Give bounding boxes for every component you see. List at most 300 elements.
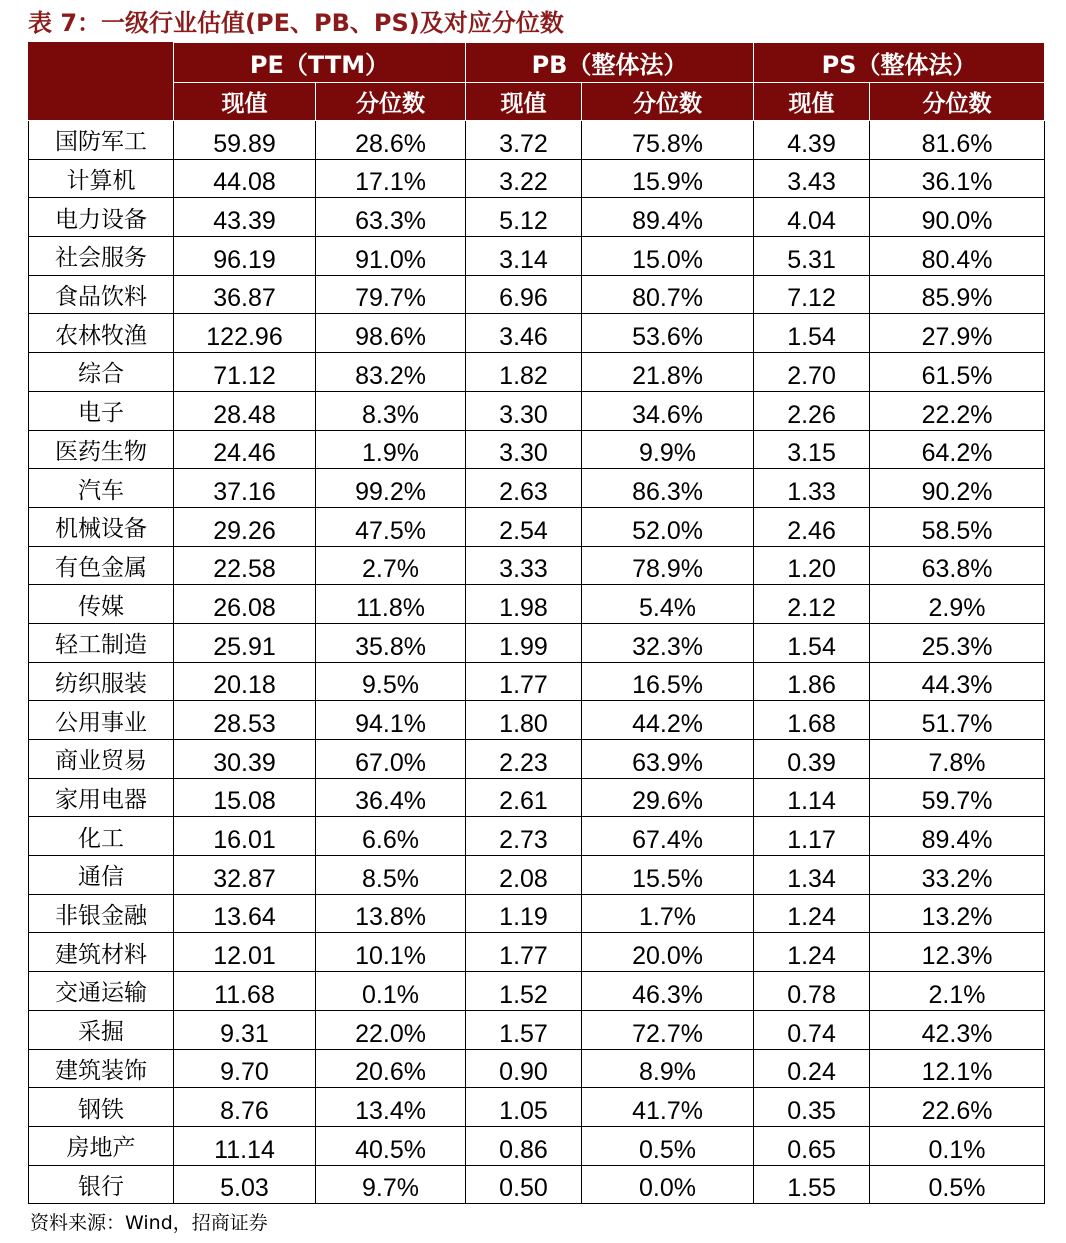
pb-percentile-value: 75.8% <box>632 129 703 158</box>
valuation-table <box>28 42 1045 1204</box>
pb-percentile-cell <box>582 856 754 895</box>
pe-current-value: 43.39 <box>213 207 276 236</box>
table-row <box>29 237 1045 276</box>
pe-current-value: 96.19 <box>213 245 276 274</box>
table-row <box>29 701 1045 740</box>
pb-current-cell <box>466 469 582 508</box>
pe-current-cell <box>174 701 316 740</box>
ps-current-value: 5.31 <box>787 245 836 274</box>
pe-current-cell <box>174 121 316 160</box>
pe-percentile-value: 91.0% <box>355 245 426 274</box>
industry-name-cell: 综合 <box>29 353 174 392</box>
ps-percentile-value: 42.3% <box>921 1019 993 1048</box>
pb-current-value: 2.23 <box>499 748 548 777</box>
pb-current-cell <box>466 391 582 430</box>
industry-name-cell: 机械设备 <box>29 507 174 546</box>
pe-percentile-cell <box>316 121 466 160</box>
ps-percentile-value: 33.2% <box>921 864 993 893</box>
table-row <box>29 469 1045 508</box>
ps-percentile-value: 25.3% <box>921 632 993 661</box>
ps-current-value: 3.15 <box>787 439 836 468</box>
pe-percentile-value: 98.6% <box>355 323 426 352</box>
pb-percentile-value: 67.4% <box>632 826 703 855</box>
pb-percentile-cell <box>582 507 754 546</box>
pb-percentile-cell <box>582 817 754 856</box>
pb-current-value: 2.08 <box>499 864 548 893</box>
ps-current-value: 0.74 <box>787 1019 836 1048</box>
pb-percentile-value: 78.9% <box>632 555 703 584</box>
pb-percentile-value: 52.0% <box>632 516 703 545</box>
ps-current-cell <box>754 894 870 933</box>
pb-current-value: 1.98 <box>499 593 548 622</box>
pb-percentile-cell <box>582 740 754 779</box>
pb-percentile-value: 80.7% <box>632 284 703 313</box>
pe-percentile-cell <box>316 507 466 546</box>
ps-percentile-cell <box>870 933 1045 972</box>
table-row <box>29 817 1045 856</box>
pe-percentile-cell <box>316 314 466 353</box>
pb-current-cell <box>466 623 582 662</box>
table-row <box>29 121 1045 160</box>
pb-current-value: 0.86 <box>499 1135 548 1164</box>
pe-percentile-cell <box>316 430 466 469</box>
ps-percentile-value: 0.5% <box>928 1174 986 1203</box>
industry-name-cell: 有色金属 <box>29 546 174 585</box>
pe-percentile-value: 99.2% <box>355 477 426 506</box>
pe-current-value: 32.87 <box>213 864 276 893</box>
pe-current-value: 9.31 <box>220 1019 269 1048</box>
pe-percentile-value: 0.1% <box>362 980 419 1009</box>
pe-percentile-value: 79.7% <box>355 284 426 313</box>
pb-percentile-cell <box>582 275 754 314</box>
pe-percentile-cell <box>316 778 466 817</box>
ps-percentile-value: 59.7% <box>921 787 993 816</box>
ps-percentile-value: 27.9% <box>921 323 993 352</box>
ps-current-value: 0.78 <box>787 980 836 1009</box>
ps-percentile-cell <box>870 856 1045 895</box>
ps-percentile-cell <box>870 159 1045 198</box>
industry-name-cell: 非银金融 <box>29 894 174 933</box>
pe-current-cell <box>174 237 316 276</box>
pe-percentile-cell <box>316 1088 466 1127</box>
pb-current-value: 3.30 <box>499 439 548 468</box>
pb-current-value: 3.30 <box>499 400 548 429</box>
pe-current-cell <box>174 507 316 546</box>
pb-percentile-value: 5.4% <box>639 593 697 622</box>
pe-current-value: 25.91 <box>213 632 276 661</box>
industry-name-cell: 交通运输 <box>29 972 174 1011</box>
ps-current-cell <box>754 1010 870 1049</box>
pe-current-value: 44.08 <box>213 168 276 197</box>
pb-current-cell <box>466 778 582 817</box>
pb-current-value: 1.77 <box>499 671 548 700</box>
ps-current-cell <box>754 469 870 508</box>
pb-percentile-cell <box>582 894 754 933</box>
pb-percentile-cell <box>582 237 754 276</box>
pb-percentile-value: 15.5% <box>632 864 703 893</box>
pb-percentile-cell <box>582 972 754 1011</box>
pe-current-value: 28.53 <box>213 710 276 738</box>
pb-percentile-value: 34.6% <box>632 400 703 429</box>
pb-percentile-cell <box>582 623 754 662</box>
pe-percentile-cell <box>316 469 466 508</box>
pb-percentile-cell <box>582 198 754 237</box>
pb-percentile-cell <box>582 430 754 469</box>
pb-percentile-cell <box>582 121 754 160</box>
ps-percentile-cell <box>870 972 1045 1011</box>
pb-percentile-cell <box>582 314 754 353</box>
pb-current-cell <box>466 972 582 1011</box>
pe-current-cell <box>174 585 316 624</box>
industry-name-cell: 汽车 <box>29 469 174 508</box>
table-row <box>29 933 1045 972</box>
pb-percentile-cell <box>582 701 754 740</box>
pb-percentile-value: 15.9% <box>632 168 703 197</box>
pe-percentile-value: 47.5% <box>355 516 426 545</box>
ps-current-value: 3.43 <box>787 168 836 197</box>
ps-current-cell <box>754 121 870 160</box>
industry-name-cell: 纺织服装 <box>29 662 174 701</box>
pb-percentile-cell <box>582 353 754 392</box>
pe-percentile-cell <box>316 701 466 740</box>
pe-current-cell <box>174 933 316 972</box>
pe-percentile-value: 17.1% <box>355 168 426 197</box>
pb-current-cell <box>466 1126 582 1165</box>
pb-percentile-cell <box>582 933 754 972</box>
pe-percentile-cell <box>316 1049 466 1088</box>
pe-current-value: 22.58 <box>213 555 276 584</box>
pb-current-value: 1.77 <box>499 942 548 971</box>
ps-current-cell <box>754 353 870 392</box>
pb-percentile-value: 16.5% <box>632 671 703 700</box>
ps-percentile-value: 22.6% <box>921 1096 993 1125</box>
industry-name-cell: 房地产 <box>29 1126 174 1165</box>
ps-current-value: 1.24 <box>787 942 836 971</box>
table-row <box>29 1010 1045 1049</box>
pb-current-value: 1.99 <box>499 632 548 661</box>
pe-current-cell <box>174 159 316 198</box>
industry-name-cell: 计算机 <box>29 159 174 198</box>
pb-percentile-cell <box>582 1049 754 1088</box>
ps-percentile-cell <box>870 121 1045 160</box>
pb-percentile-cell <box>582 1010 754 1049</box>
ps-current-cell <box>754 275 870 314</box>
pe-percentile-cell <box>316 1126 466 1165</box>
pb-current-value: 1.19 <box>499 903 548 932</box>
pb-current-cell <box>466 701 582 740</box>
ps-current-cell <box>754 546 870 585</box>
industry-name-cell: 通信 <box>29 856 174 895</box>
pe-current-cell <box>174 198 316 237</box>
ps-current-value: 0.24 <box>787 1058 836 1087</box>
pe-percentile-value: 35.8% <box>355 632 426 661</box>
ps-percentile-cell <box>870 430 1045 469</box>
ps-current-cell <box>754 391 870 430</box>
ps-percentile-cell <box>870 817 1045 856</box>
table-row <box>29 198 1045 237</box>
pb-current-value: 2.63 <box>499 477 548 506</box>
industry-name-cell: 采掘 <box>29 1010 174 1049</box>
industry-name-cell: 化工 <box>29 817 174 856</box>
pb-current-value: 0.90 <box>499 1058 548 1087</box>
pe-current-cell <box>174 894 316 933</box>
pe-percentile-value: 2.7% <box>362 555 419 584</box>
pe-percentile-cell <box>316 933 466 972</box>
ps-current-cell <box>754 237 870 276</box>
ps-percentile-cell <box>870 275 1045 314</box>
pb-current-cell <box>466 430 582 469</box>
pe-current-cell <box>174 778 316 817</box>
pe-current-value: 5.03 <box>220 1174 269 1203</box>
ps-percentile-value: 12.1% <box>921 1058 993 1087</box>
pb-percentile-value: 89.4% <box>632 207 703 236</box>
table-body <box>29 121 1045 1204</box>
pe-current-value: 28.48 <box>213 400 276 429</box>
pb-percentile-cell <box>582 469 754 508</box>
ps-percentile-value: 2.1% <box>928 980 986 1009</box>
pe-percentile-value: 36.4% <box>355 787 426 816</box>
pe-percentile-cell <box>316 237 466 276</box>
ps-current-cell <box>754 507 870 546</box>
pe-percentile-value: 28.6% <box>355 129 426 158</box>
pb-current-cell <box>466 198 582 237</box>
pe-percentile-cell <box>316 894 466 933</box>
pb-current-cell <box>466 1088 582 1127</box>
pe-current-cell <box>174 817 316 856</box>
pb-current-value: 1.52 <box>499 980 548 1009</box>
ps-current-cell <box>754 1126 870 1165</box>
pb-current-cell <box>466 121 582 160</box>
pe-current-cell <box>174 740 316 779</box>
ps-percentile-value: 51.7% <box>921 710 993 738</box>
ps-percentile-cell <box>870 391 1045 430</box>
pb-current-value: 1.05 <box>499 1096 548 1125</box>
source-note: 资料来源：Wind，招商证券 <box>30 1212 268 1234</box>
pe-percentile-value: 8.5% <box>362 864 419 893</box>
ps-percentile-cell <box>870 778 1045 817</box>
table-title: 表 7：一级行业估值(PE、PB、PS)及对应分位数 <box>28 9 564 37</box>
ps-current-value: 1.33 <box>787 477 836 506</box>
pb-percentile-value: 72.7% <box>632 1019 703 1048</box>
ps-percentile-cell <box>870 198 1045 237</box>
ps-current-cell <box>754 623 870 662</box>
table-row <box>29 972 1045 1011</box>
ps-current-cell <box>754 1165 870 1204</box>
pb-current-cell <box>466 817 582 856</box>
pe-current-value: 36.87 <box>213 284 276 313</box>
pe-current-cell <box>174 856 316 895</box>
pe-percentile-cell <box>316 856 466 895</box>
pb-current-cell <box>466 275 582 314</box>
industry-name-cell: 食品饮料 <box>29 275 174 314</box>
ps-current-value: 7.12 <box>787 284 836 313</box>
pb-current-value: 2.54 <box>499 516 548 545</box>
ps-percentile-value: 58.5% <box>921 516 993 545</box>
pe-current-value: 29.26 <box>213 516 276 545</box>
ps-current-value: 2.70 <box>787 361 836 390</box>
pe-current-cell <box>174 469 316 508</box>
pe-current-value: 26.08 <box>213 593 276 622</box>
pe-percentile-value: 94.1% <box>355 710 426 738</box>
pe-percentile-value: 22.0% <box>355 1019 426 1048</box>
pb-percentile-value: 1.7% <box>639 903 697 932</box>
pe-percentile-value: 10.1% <box>355 942 426 971</box>
ps-percentile-value: 0.1% <box>928 1135 986 1164</box>
pb-percentile-cell <box>582 159 754 198</box>
pb-current-value: 0.50 <box>499 1174 548 1203</box>
ps-percentile-value: 44.3% <box>921 671 993 700</box>
pb-percentile-value: 41.7% <box>632 1096 703 1125</box>
pe-percentile-cell <box>316 662 466 701</box>
ps-current-cell <box>754 314 870 353</box>
ps-current-value: 1.54 <box>787 632 836 661</box>
ps-current-value: 1.17 <box>787 826 836 855</box>
ps-percentile-value: 90.2% <box>921 477 993 506</box>
pb-percentile-cell <box>582 391 754 430</box>
pb-percentile-value: 29.6% <box>632 787 703 816</box>
pb-percentile-value: 0.0% <box>639 1174 697 1203</box>
ps-current-value: 0.35 <box>787 1096 836 1125</box>
pb-current-value: 2.73 <box>499 826 548 855</box>
pb-current-cell <box>466 1010 582 1049</box>
pb-current-cell <box>466 353 582 392</box>
pe-percentile-value: 20.6% <box>355 1058 426 1087</box>
table-row <box>29 507 1045 546</box>
industry-name-cell: 轻工制造 <box>29 623 174 662</box>
ps-current-cell <box>754 1088 870 1127</box>
pe-percentile-cell <box>316 353 466 392</box>
pe-current-value: 12.01 <box>213 942 276 971</box>
industry-name-cell: 家用电器 <box>29 778 174 817</box>
header-pe-percentile: 分位数 <box>316 83 466 121</box>
pe-current-cell <box>174 662 316 701</box>
pe-percentile-value: 9.5% <box>362 671 419 700</box>
pe-current-cell <box>174 1126 316 1165</box>
pe-current-value: 11.68 <box>214 980 275 1009</box>
ps-percentile-cell <box>870 585 1045 624</box>
pe-percentile-cell <box>316 817 466 856</box>
header-group-pb: PB（整体法） <box>466 43 754 83</box>
ps-percentile-cell <box>870 469 1045 508</box>
pb-percentile-cell <box>582 662 754 701</box>
pe-current-cell <box>174 430 316 469</box>
pe-current-cell <box>174 391 316 430</box>
ps-current-value: 0.65 <box>787 1135 836 1164</box>
industry-name-cell: 电子 <box>29 391 174 430</box>
pe-percentile-value: 11.8% <box>355 593 426 622</box>
pe-current-value: 11.14 <box>214 1135 275 1164</box>
pb-percentile-cell <box>582 778 754 817</box>
pe-current-cell <box>174 314 316 353</box>
industry-name-cell: 国防军工 <box>29 121 174 160</box>
ps-percentile-cell <box>870 237 1045 276</box>
header-pb-percentile: 分位数 <box>582 83 754 121</box>
pb-percentile-value: 44.2% <box>632 710 703 738</box>
pe-current-value: 8.76 <box>220 1096 269 1125</box>
pe-current-cell <box>174 546 316 585</box>
pe-percentile-cell <box>316 275 466 314</box>
table-row <box>29 1049 1045 1088</box>
table-row <box>29 778 1045 817</box>
industry-name-cell: 建筑材料 <box>29 933 174 972</box>
industry-name-cell: 农林牧渔 <box>29 314 174 353</box>
pb-current-cell <box>466 159 582 198</box>
ps-current-cell <box>754 933 870 972</box>
pb-percentile-value: 46.3% <box>632 980 703 1009</box>
table-row <box>29 662 1045 701</box>
ps-current-cell <box>754 817 870 856</box>
pb-current-value: 1.82 <box>499 361 548 390</box>
pe-percentile-value: 6.6% <box>362 826 419 855</box>
table-row <box>29 353 1045 392</box>
pb-current-cell <box>466 507 582 546</box>
ps-current-value: 2.26 <box>787 400 836 429</box>
pe-current-value: 15.08 <box>213 787 276 816</box>
pe-percentile-value: 83.2% <box>355 361 426 390</box>
pe-percentile-cell <box>316 391 466 430</box>
pb-percentile-cell <box>582 1088 754 1127</box>
pe-current-value: 24.46 <box>213 439 276 468</box>
industry-name-cell: 商业贸易 <box>29 740 174 779</box>
industry-name-cell: 银行 <box>29 1165 174 1204</box>
ps-current-value: 1.14 <box>787 787 836 816</box>
pe-percentile-value: 67.0% <box>355 748 426 777</box>
ps-percentile-value: 85.9% <box>921 284 993 313</box>
header-pb-current: 现值 <box>466 83 582 121</box>
industry-name-cell: 公用事业 <box>29 701 174 740</box>
pe-percentile-cell <box>316 1165 466 1204</box>
pe-current-value: 9.70 <box>220 1058 269 1087</box>
pb-current-value: 1.57 <box>499 1019 548 1048</box>
pe-percentile-cell <box>316 740 466 779</box>
ps-percentile-value: 80.4% <box>921 245 993 274</box>
pb-current-cell <box>466 237 582 276</box>
ps-percentile-value: 89.4% <box>921 826 993 855</box>
pb-current-cell <box>466 933 582 972</box>
pe-percentile-value: 13.8% <box>355 903 426 932</box>
pe-percentile-value: 1.9% <box>362 439 419 468</box>
ps-current-value: 2.46 <box>787 516 836 545</box>
table-row <box>29 740 1045 779</box>
table-row <box>29 1088 1045 1127</box>
ps-percentile-value: 36.1% <box>921 168 993 197</box>
pb-current-value: 5.12 <box>499 207 548 236</box>
ps-current-value: 2.12 <box>787 593 836 622</box>
ps-percentile-cell <box>870 894 1045 933</box>
ps-current-cell <box>754 585 870 624</box>
pb-current-value: 3.14 <box>499 245 548 274</box>
ps-current-value: 1.86 <box>787 671 836 700</box>
ps-current-cell <box>754 740 870 779</box>
pb-percentile-value: 21.8% <box>632 361 703 390</box>
table-row <box>29 894 1045 933</box>
table-row <box>29 275 1045 314</box>
ps-current-value: 1.24 <box>787 903 836 932</box>
pe-current-cell <box>174 623 316 662</box>
pe-current-value: 122.96 <box>206 323 283 352</box>
ps-percentile-value: 63.8% <box>921 555 993 584</box>
industry-name-cell: 电力设备 <box>29 198 174 237</box>
pe-percentile-cell <box>316 972 466 1011</box>
ps-percentile-cell <box>870 701 1045 740</box>
ps-percentile-value: 61.5% <box>921 361 993 390</box>
industry-name-cell: 医药生物 <box>29 430 174 469</box>
pb-current-value: 6.96 <box>499 284 548 313</box>
pe-percentile-cell <box>316 159 466 198</box>
pe-current-cell <box>174 1049 316 1088</box>
pe-percentile-value: 40.5% <box>355 1135 426 1164</box>
pb-current-cell <box>466 1049 582 1088</box>
